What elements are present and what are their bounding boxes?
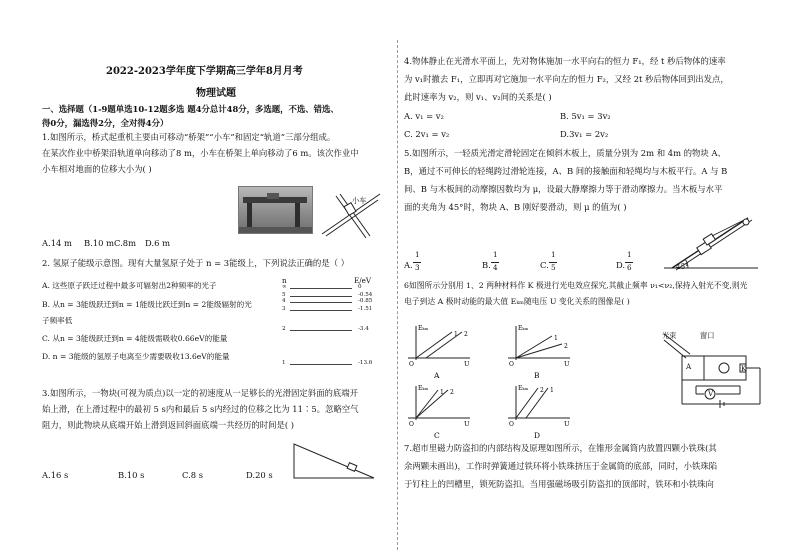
line-label: 2	[450, 389, 454, 396]
q2-option-c: C. 从n = 3能级跃迁到n = 4能级需吸收0.66eV的能量	[42, 334, 228, 343]
level-line	[290, 310, 352, 311]
level-energy-label: -3.4	[358, 326, 369, 332]
graph-letter: A	[434, 371, 440, 380]
q4-line1: 4.物体静止在光滑水平面上，先对物体施加一水平向右的恒力 F₁，经 t 秒后物体的速率	[404, 56, 726, 66]
q5-line4: 面的夹角为 45°时，物块 A、B 刚好要滑动，则 μ 的值为( )	[404, 202, 627, 212]
q1-option-d: D.6 m	[145, 238, 171, 248]
circuit-v-label: V	[708, 389, 714, 398]
line-label: 1	[554, 335, 558, 342]
line-1	[526, 388, 548, 418]
q2-stem: 2. 氢原子能级示意图。现有大量氢原子处于 n = 3能级上，下列说法正确的是（ ）	[42, 258, 350, 268]
q6-graph-d	[508, 385, 570, 440]
q4-option-b: B. 5v₁ = 3v₂	[560, 111, 611, 121]
line-1	[416, 332, 452, 358]
line-1	[516, 336, 552, 358]
x-axis-label: U	[464, 360, 470, 368]
q6-line2: 电子到达 A 极时动能的最大值 Eₖₘ随电压 U 变化关系的图像是( )	[404, 297, 630, 306]
option-letter: B.	[482, 260, 491, 270]
photoelectric-circuit	[660, 328, 772, 410]
y-axis-label: Eₖₘ	[418, 385, 429, 392]
crane-photo-illustration	[239, 187, 312, 233]
q3-line2: 始上滑，在上滑过程中的最初 5 s内和最后 5 s内经过的位移之比为 11∶5。忽略空气	[42, 404, 359, 414]
level-n-label: 4	[282, 298, 286, 304]
q3-option-c: C.8 s	[182, 470, 204, 480]
fraction-numerator: 1	[415, 250, 420, 259]
subject-title: 物理试题	[196, 88, 236, 99]
q2-option-b-line2: 子频率低	[42, 316, 73, 325]
origin-label: O	[509, 361, 514, 368]
q5-line2: B，通过不可伸长的轻绳跨过滑轮连接，A、B 间的接触面和轻绳均与木板平行。A 与 B	[404, 166, 728, 176]
axis-e-label: E/eV	[354, 276, 372, 285]
level-n-label: 1	[282, 360, 286, 366]
origin-label: O	[409, 421, 414, 428]
energy-level-4	[282, 326, 382, 338]
line-label: 2	[464, 331, 468, 338]
line-label: 2	[540, 387, 544, 394]
q1-option-a: A.14 m	[42, 238, 72, 248]
q5-line1: 5.如图所示，一轻质光滑定滑轮固定在倾斜木板上，质量分别为 2m 和 4m 的物块 A、	[404, 148, 726, 158]
line-label: 1	[440, 389, 444, 396]
q7-line3: 于钉柱上的凹槽里，锁死防盗扣。当用强磁场吸引防盗扣的顶部时，铁环和小铁珠向	[404, 479, 714, 489]
q3-option-a: A.16 s	[42, 470, 69, 480]
q4-line3: 此时速率为 v₂，则 v₁、v₂间的关系是( )	[404, 92, 552, 102]
level-line	[290, 364, 352, 365]
fraction-numerator: 1	[493, 250, 498, 259]
angle-label: 45°	[676, 262, 689, 271]
pulley-incline-diagram	[658, 214, 762, 272]
fraction-denominator: 4	[493, 263, 498, 272]
level-n-label: 3	[282, 306, 286, 312]
level-n-label: 5	[282, 292, 286, 298]
line-label: 2	[564, 343, 568, 350]
q1-line1: 1.如图所示，桥式起重机主要由可移动“桥架”“小车”和固定“轨道”三部分组成。	[42, 132, 336, 142]
level-line	[290, 330, 352, 331]
fraction-denominator: 6	[627, 263, 632, 272]
circuit-light-label: 光束	[662, 331, 677, 340]
q1-line2: 在某次作业中桥架沿轨道单向移动了8 m，小车在桥架上单向移动了6 m。该次作业中	[42, 148, 359, 158]
fraction-denominator: 5	[551, 263, 556, 272]
q5-line3: 间、B 与木板间的动摩擦因数均为 μ，设最大静摩擦力等于滑动摩擦力。当木板与水平	[404, 184, 723, 194]
crane-diagram	[320, 186, 382, 238]
option-letter: D.	[616, 260, 626, 270]
level-n-label: ∞	[282, 284, 287, 290]
q3-option-d: D.20 s	[246, 470, 273, 480]
section-heading-line1: 一、选择题（1-9题单选10-12题多选 题4分总计48分，多选题，不选、错选、	[42, 104, 339, 114]
line-1	[416, 390, 438, 418]
circuit-window-label: 窗口	[700, 331, 715, 340]
q3-option-b: B.10 s	[118, 470, 145, 480]
q1-option-c: C.8m	[114, 238, 137, 248]
line-label: 1	[550, 387, 554, 394]
circuit-a-label: A	[686, 362, 692, 371]
level-energy-label: -1.51	[358, 306, 373, 312]
q3-line1: 3.如图所示，一物块(可视为质点)以一定的初速度从一足够长的光滑固定斜面的底端开	[42, 388, 359, 398]
q2-option-a: A. 这些原子跃迁过程中最多可辐射出2种频率的光子	[42, 281, 217, 290]
line-2	[516, 344, 562, 358]
energy-level-diagram	[282, 278, 382, 372]
fraction-numerator: 1	[551, 250, 556, 259]
q7-line1: 7.超市里磁力防盗扣的内部结构及原理如图所示，在锥形金属筒内放置四颗小铁珠(其	[404, 443, 717, 453]
level-line	[290, 296, 352, 297]
origin-label: O	[509, 421, 514, 428]
energy-level-3	[282, 306, 382, 318]
q1-line3: 小车相对地面的位移大小为( )	[42, 164, 152, 174]
circuit-k-label: K	[741, 364, 747, 373]
line-label: 1	[454, 331, 458, 338]
level-n-label: 2	[282, 326, 286, 332]
line-2	[416, 390, 448, 418]
section-heading-line2: 得0分，漏选得2分，全对得4分）	[42, 118, 169, 128]
car-label: 小车	[352, 196, 367, 205]
y-axis-label: Eₖₘ	[518, 385, 529, 392]
q4-option-c: C. 2v₁ = v₂	[404, 129, 450, 139]
incline-diagram	[292, 440, 376, 480]
crane-photo	[238, 186, 313, 234]
q6-graphs	[398, 318, 638, 440]
q2-option-b-line1: B. 从n = 3能级跃迁到n = 1能级比跃迁到n = 2能级辐射的光	[42, 300, 252, 309]
q3-line3: 阻力，则此物块从底端开始上滑到返回斜面底端一共经历的时间是( )	[42, 420, 295, 430]
energy-level-5	[282, 360, 382, 372]
x-axis-label: U	[464, 420, 470, 428]
option-letter: A.	[404, 260, 413, 270]
y-axis-label: Eₖₘ	[518, 325, 529, 332]
level-energy-label: -0.85	[358, 298, 373, 304]
graph-letter: D	[534, 431, 541, 440]
column-divider	[397, 40, 398, 550]
axis-n-label: n	[282, 276, 287, 285]
graph-letter: B	[534, 371, 540, 380]
q2-option-d: D. n = 3能级的氢原子电离至少需要吸收13.6eV的能量	[42, 352, 230, 361]
level-energy-label: -0.54	[358, 292, 373, 298]
q4-line2: 为 v₁时撤去 F₁，立即再对它施加一水平向左的恒力 F₂，又经 2t 秒后物体回到出发点，	[404, 74, 729, 84]
level-energy-label: -13.6	[358, 360, 373, 366]
y-axis-label: Eₖₘ	[418, 325, 429, 332]
x-axis-label: U	[564, 420, 570, 428]
q4-option-a: A. v₁ = v₂	[404, 111, 444, 121]
q6-graph-c	[408, 385, 470, 440]
q1-option-b: B.10 m	[84, 238, 115, 248]
exam-title: 2022-2023学年度下学期高三学年8月月考	[106, 66, 303, 77]
graph-letter: C	[434, 431, 440, 440]
level-line	[290, 288, 352, 289]
line-2	[516, 388, 538, 418]
level-energy-label: 0	[358, 284, 362, 290]
fraction-denominator: 3	[415, 263, 420, 272]
q7-line2: 余两颗未画出)，工作时弹簧通过铁环将小铁珠挤压于金属筒的底部，同时，小铁珠陷	[404, 461, 718, 471]
fraction-numerator: 1	[627, 250, 632, 259]
level-line	[290, 302, 352, 303]
q6-line1: 6如图所示分别用 1、2 两种材料作 K 极进行光电效应探究,其截止频率 ν₁<ν₂,保持入射光不变,则光	[404, 281, 748, 290]
line-2	[426, 332, 462, 358]
origin-label: O	[409, 361, 414, 368]
q6-graph-a	[408, 325, 470, 380]
q4-option-d: D.3v₁ = 2v₂	[560, 129, 609, 139]
q6-graph-b	[508, 325, 570, 380]
option-letter: C.	[540, 260, 549, 270]
x-axis-label: U	[564, 360, 570, 368]
